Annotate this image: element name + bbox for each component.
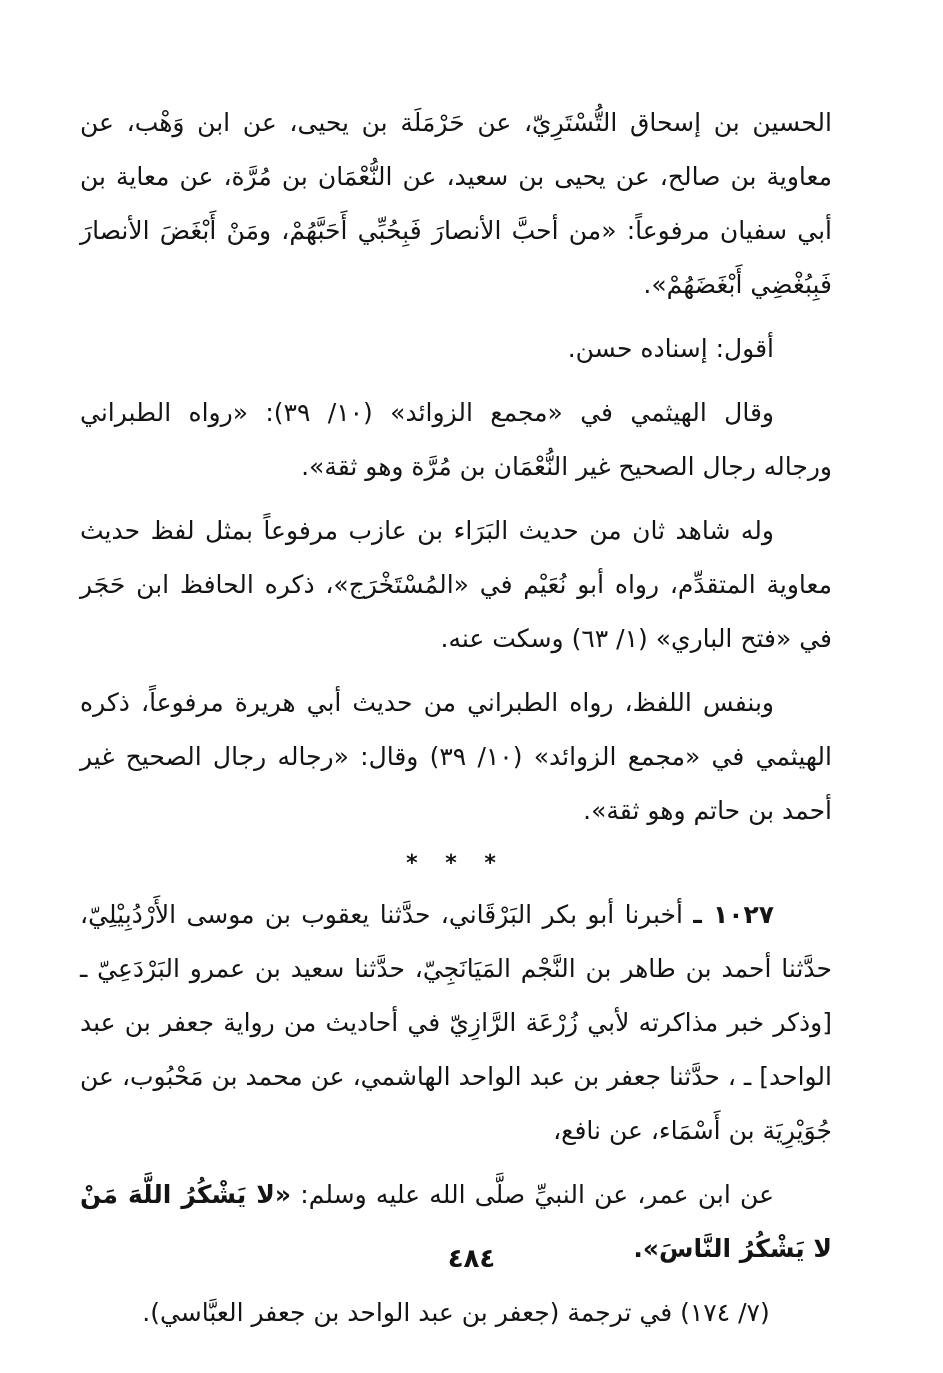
hadith-number: ١٠٢٧ ـ <box>693 900 775 929</box>
hadith-narration: عن ابن عمر، عن النبيِّ صلَّى الله عليه وسلم: <box>300 1180 774 1209</box>
paragraph-second-witness: وله شاهد ثان من حديث البَرَاء بن عازب مرفوعاً بمثل لفظ حديث معاوية المتقدِّم، رواه أبو نُعَيْم في «المُسْتَخْرَج»، ذكره الحافظ ابن حَجَر في «فتح الباري» (١/ ٦٣) وسكت عنه. <box>80 516 832 653</box>
paragraph-haythami-note: وقال الهيثمي في «مجمع الزوائد» (١٠/ ٣٩): «رواه الطبراني ورجاله رجال الصحيح غير النُّعْمَان بن مُرَّة وهو ثقة». <box>80 398 832 481</box>
page-body <box>80 96 832 1350</box>
hadith-quote: «لا يَشْكُرُ اللَّهَ مَنْ لا يَشْكُرُ النَّاسَ». <box>80 1180 832 1263</box>
page-number: ٤٨٤ <box>447 1244 496 1274</box>
paragraph-hadith-chain: الحسين بن إسحاق التُّسْتَرِيّ، عن حَرْمَلَة بن يحيى، عن ابن وَهْب، عن معاوية بن صالح، عن يحيى بن سعيد، عن النُّعْمَان بن مُرَّة، عن معاية بن أبي سفيان مرفوعاً: «من أحبَّ الأنصارَ فَبِحُبِّي أَحَبَّهُمْ، ومَنْ أَبْغَضَ الأنصارَ فَبِبُغْضِي أَبْغَضَهُمْ». <box>80 108 832 299</box>
paragraph-hadith-1027 <box>80 888 832 1158</box>
paragraph-abu-hurayra: وبنفس اللفظ، رواه الطبراني من حديث أبي هريرة مرفوعاً، ذكره الهيثمي في «مجمع الزوائد» (١٠/ ٣٩) وقال: «رجاله رجال الصحيح غير أحمد بن حاتم وهو ثقة». <box>80 688 832 825</box>
section-separator: * * * <box>406 851 506 876</box>
paragraph-reference: (٧/ ١٧٤) في ترجمة (جعفر بن عبد الواحد بن جعفر العبَّاسي). <box>142 1298 770 1327</box>
paragraph-grading: أقول: إسناده حسن. <box>567 334 774 363</box>
hadith-chain-text: أخبرنا أبو بكر البَرْقَاني، حدَّثنا يعقوب بن موسى الأَرْدُبِيْلِيّ، حدَّثنا أحمد بن طاهر بن النَّجْم المَيَانَجِيّ، حدَّثنا سعيد بن عمرو البَرْدَعِيّ ـ [وذكر خبر مذاكرته لأبي زُرْعَة الرَّازِيّ في أحاديث من رواية جعفر بن عبد الواحد] ـ ، حدَّثنا جعفر بن عبد الواحد الهاشمي، عن محمد بن مَحْبُوب، عن جُوَيْرِيَة بن أَسْمَاء، عن نافع، <box>80 900 832 1145</box>
